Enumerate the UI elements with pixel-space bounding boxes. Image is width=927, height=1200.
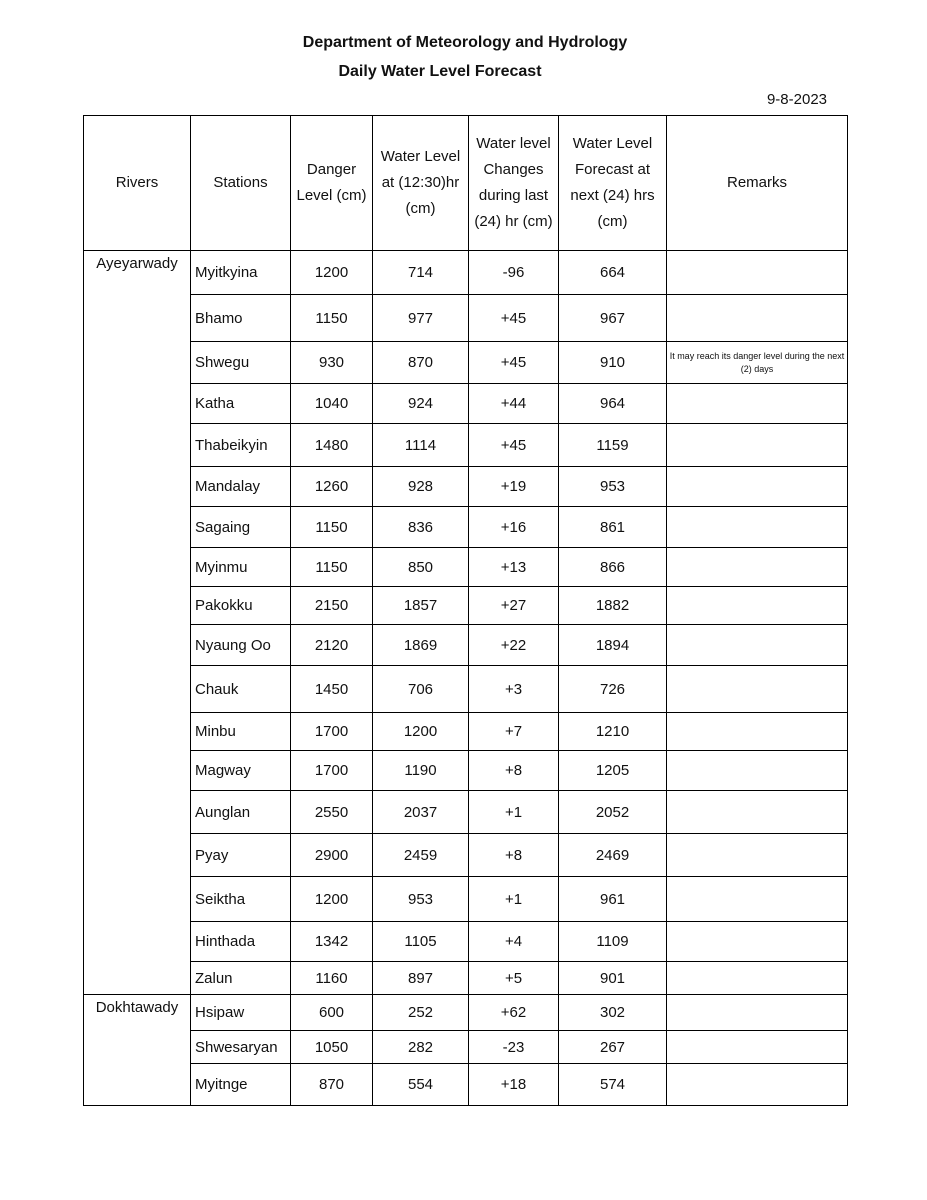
column-header-danger-level: Danger Level (cm) bbox=[291, 116, 373, 251]
station-name: Shwesaryan bbox=[191, 1031, 291, 1064]
level-change-cell: +1 bbox=[469, 877, 559, 922]
water-level-cell: 1200 bbox=[373, 713, 469, 751]
table-row bbox=[84, 713, 848, 751]
document-title: Department of Meteorology and Hydrology bbox=[302, 34, 628, 51]
remarks-cell bbox=[667, 1064, 848, 1106]
level-change-cell: +45 bbox=[469, 295, 559, 342]
level-change-cell: +1 bbox=[469, 791, 559, 834]
forecast-cell: 901 bbox=[559, 962, 667, 995]
table-row bbox=[84, 751, 848, 791]
water-level-cell: 897 bbox=[373, 962, 469, 995]
danger-level-cell: 1260 bbox=[291, 467, 373, 507]
level-change-cell: +62 bbox=[469, 995, 559, 1031]
forecast-cell: 953 bbox=[559, 467, 667, 507]
station-name: Hsipaw bbox=[191, 995, 291, 1031]
danger-level-cell: 1040 bbox=[291, 384, 373, 424]
danger-level-cell: 930 bbox=[291, 342, 373, 384]
danger-level-cell: 1200 bbox=[291, 877, 373, 922]
water-level-cell: 924 bbox=[373, 384, 469, 424]
water-level-cell: 928 bbox=[373, 467, 469, 507]
water-level-cell: 2459 bbox=[373, 834, 469, 877]
water-level-cell: 2037 bbox=[373, 791, 469, 834]
table-row bbox=[84, 834, 848, 877]
danger-level-cell: 870 bbox=[291, 1064, 373, 1106]
forecast-cell: 967 bbox=[559, 295, 667, 342]
level-change-cell: +5 bbox=[469, 962, 559, 995]
water-level-cell: 714 bbox=[373, 251, 469, 295]
station-name: Hinthada bbox=[191, 922, 291, 962]
water-level-cell: 953 bbox=[373, 877, 469, 922]
station-name: Seiktha bbox=[191, 877, 291, 922]
forecast-cell: 2469 bbox=[559, 834, 667, 877]
station-name: Shwegu bbox=[191, 342, 291, 384]
level-change-cell: -96 bbox=[469, 251, 559, 295]
station-name: Pyay bbox=[191, 834, 291, 877]
remarks-cell bbox=[667, 877, 848, 922]
station-name: Sagaing bbox=[191, 507, 291, 548]
table-row bbox=[84, 587, 848, 625]
station-name: Aunglan bbox=[191, 791, 291, 834]
table-row bbox=[84, 791, 848, 834]
water-level-cell: 836 bbox=[373, 507, 469, 548]
forecast-cell: 574 bbox=[559, 1064, 667, 1106]
water-level-cell: 1190 bbox=[373, 751, 469, 791]
remarks-cell bbox=[667, 1031, 848, 1064]
water-level-cell: 1105 bbox=[373, 922, 469, 962]
forecast-cell: 1109 bbox=[559, 922, 667, 962]
table-row bbox=[84, 962, 848, 995]
column-header-change: Water level Changes during last (24) hr (cm) bbox=[469, 116, 559, 251]
station-name: Pakokku bbox=[191, 587, 291, 625]
water-level-cell: 977 bbox=[373, 295, 469, 342]
level-change-cell: +44 bbox=[469, 384, 559, 424]
station-name: Myitkyina bbox=[191, 251, 291, 295]
column-header-forecast: Water Level Forecast at next (24) hrs (cm) bbox=[559, 116, 667, 251]
level-change-cell: +19 bbox=[469, 467, 559, 507]
level-change-cell: +27 bbox=[469, 587, 559, 625]
forecast-cell: 961 bbox=[559, 877, 667, 922]
danger-level-cell: 2900 bbox=[291, 834, 373, 877]
danger-level-cell: 1700 bbox=[291, 751, 373, 791]
table-row bbox=[84, 384, 848, 424]
water-level-table bbox=[83, 115, 848, 1106]
table-header-row bbox=[84, 116, 848, 251]
danger-level-cell: 1050 bbox=[291, 1031, 373, 1064]
danger-level-cell: 1450 bbox=[291, 666, 373, 713]
table-row bbox=[84, 877, 848, 922]
column-header-water-level: Water Level at (12:30)hr (cm) bbox=[373, 116, 469, 251]
level-change-cell: +16 bbox=[469, 507, 559, 548]
report-date: 9-8-2023 bbox=[766, 91, 827, 108]
danger-level-cell: 1200 bbox=[291, 251, 373, 295]
danger-level-cell: 1700 bbox=[291, 713, 373, 751]
level-change-cell: +8 bbox=[469, 751, 559, 791]
document-subtitle: Daily Water Level Forecast bbox=[338, 63, 542, 80]
remarks-cell bbox=[667, 507, 848, 548]
station-name: Myinmu bbox=[191, 548, 291, 587]
danger-level-cell: 1342 bbox=[291, 922, 373, 962]
river-name: Ayeyarwady bbox=[84, 251, 191, 995]
level-change-cell: +18 bbox=[469, 1064, 559, 1106]
column-header-rivers: Rivers bbox=[84, 116, 191, 251]
table-row bbox=[84, 342, 848, 384]
station-name: Nyaung Oo bbox=[191, 625, 291, 666]
table-row bbox=[84, 424, 848, 467]
river-name: Dokhtawady bbox=[84, 995, 191, 1106]
station-name: Zalun bbox=[191, 962, 291, 995]
forecast-cell: 1894 bbox=[559, 625, 667, 666]
table-body bbox=[84, 251, 848, 1106]
danger-level-cell: 2120 bbox=[291, 625, 373, 666]
level-change-cell: -23 bbox=[469, 1031, 559, 1064]
danger-level-cell: 2150 bbox=[291, 587, 373, 625]
remarks-cell bbox=[667, 834, 848, 877]
forecast-cell: 2052 bbox=[559, 791, 667, 834]
level-change-cell: +4 bbox=[469, 922, 559, 962]
station-name: Bhamo bbox=[191, 295, 291, 342]
water-level-cell: 282 bbox=[373, 1031, 469, 1064]
station-name: Magway bbox=[191, 751, 291, 791]
danger-level-cell: 1480 bbox=[291, 424, 373, 467]
danger-level-cell: 600 bbox=[291, 995, 373, 1031]
forecast-cell: 861 bbox=[559, 507, 667, 548]
table-row bbox=[84, 995, 848, 1031]
remarks-cell bbox=[667, 995, 848, 1031]
remarks-cell bbox=[667, 587, 848, 625]
danger-level-cell: 1150 bbox=[291, 548, 373, 587]
forecast-cell: 726 bbox=[559, 666, 667, 713]
remarks-cell bbox=[667, 424, 848, 467]
table-row bbox=[84, 666, 848, 713]
level-change-cell: +45 bbox=[469, 342, 559, 384]
remarks-cell: It may reach its danger level during the next (2) days bbox=[667, 342, 848, 384]
level-change-cell: +22 bbox=[469, 625, 559, 666]
remarks-cell bbox=[667, 251, 848, 295]
remarks-cell bbox=[667, 791, 848, 834]
forecast-cell: 1205 bbox=[559, 751, 667, 791]
forecast-cell: 267 bbox=[559, 1031, 667, 1064]
danger-level-cell: 1160 bbox=[291, 962, 373, 995]
station-name: Katha bbox=[191, 384, 291, 424]
forecast-cell: 1210 bbox=[559, 713, 667, 751]
water-level-cell: 870 bbox=[373, 342, 469, 384]
danger-level-cell: 2550 bbox=[291, 791, 373, 834]
level-change-cell: +8 bbox=[469, 834, 559, 877]
table-row bbox=[84, 467, 848, 507]
forecast-cell: 866 bbox=[559, 548, 667, 587]
forecast-cell: 1159 bbox=[559, 424, 667, 467]
water-level-cell: 1114 bbox=[373, 424, 469, 467]
level-change-cell: +7 bbox=[469, 713, 559, 751]
remarks-cell bbox=[667, 625, 848, 666]
remarks-cell bbox=[667, 384, 848, 424]
table-row bbox=[84, 1031, 848, 1064]
station-name: Myitnge bbox=[191, 1064, 291, 1106]
station-name: Chauk bbox=[191, 666, 291, 713]
remarks-cell bbox=[667, 713, 848, 751]
water-level-cell: 252 bbox=[373, 995, 469, 1031]
station-name: Thabeikyin bbox=[191, 424, 291, 467]
remarks-cell bbox=[667, 962, 848, 995]
column-header-stations: Stations bbox=[191, 116, 291, 251]
table-row bbox=[84, 548, 848, 587]
table-row bbox=[84, 507, 848, 548]
table-row bbox=[84, 295, 848, 342]
remarks-cell bbox=[667, 666, 848, 713]
danger-level-cell: 1150 bbox=[291, 295, 373, 342]
water-level-cell: 706 bbox=[373, 666, 469, 713]
level-change-cell: +45 bbox=[469, 424, 559, 467]
water-level-cell: 1869 bbox=[373, 625, 469, 666]
table-row bbox=[84, 251, 848, 295]
forecast-cell: 664 bbox=[559, 251, 667, 295]
danger-level-cell: 1150 bbox=[291, 507, 373, 548]
forecast-cell: 1882 bbox=[559, 587, 667, 625]
remarks-cell bbox=[667, 467, 848, 507]
forecast-cell: 302 bbox=[559, 995, 667, 1031]
remarks-cell bbox=[667, 548, 848, 587]
remarks-cell bbox=[667, 295, 848, 342]
water-level-cell: 850 bbox=[373, 548, 469, 587]
forecast-cell: 910 bbox=[559, 342, 667, 384]
remarks-cell bbox=[667, 922, 848, 962]
station-name: Mandalay bbox=[191, 467, 291, 507]
table-row bbox=[84, 1064, 848, 1106]
station-name: Minbu bbox=[191, 713, 291, 751]
water-level-cell: 554 bbox=[373, 1064, 469, 1106]
forecast-cell: 964 bbox=[559, 384, 667, 424]
table-row bbox=[84, 922, 848, 962]
column-header-remarks: Remarks bbox=[667, 116, 848, 251]
water-level-cell: 1857 bbox=[373, 587, 469, 625]
remarks-cell bbox=[667, 751, 848, 791]
level-change-cell: +13 bbox=[469, 548, 559, 587]
level-change-cell: +3 bbox=[469, 666, 559, 713]
table-row bbox=[84, 625, 848, 666]
